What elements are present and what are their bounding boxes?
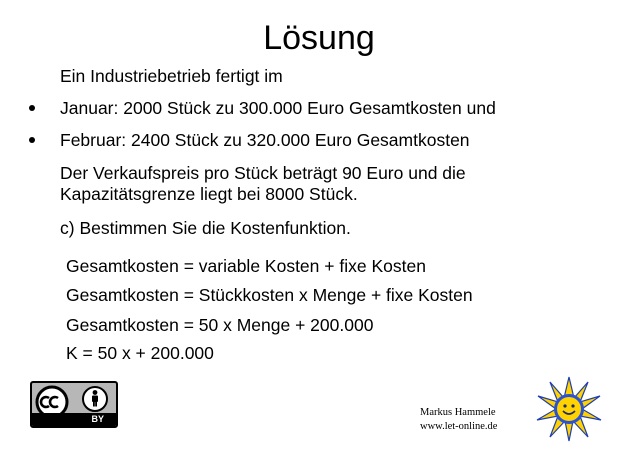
task-text: c) Bestimmen Sie die Kostenfunktion. <box>60 218 351 238</box>
solution-line-2: Gesamtkosten = Stückkosten x Menge + fixe Kosten <box>66 285 473 305</box>
paragraph-line-1: Der Verkaufspreis pro Stück beträgt 90 Euro und die <box>60 163 466 183</box>
solution-line-3: Gesamtkosten = 50 x Menge + 200.000 <box>66 315 374 335</box>
bullet-dot <box>29 137 35 143</box>
sun-logo-icon <box>536 376 602 442</box>
author-website: www.let-online.de <box>420 421 498 432</box>
bullet-january: Januar: 2000 Stück zu 300.000 Euro Gesamtkosten und <box>60 98 496 118</box>
license-by-label: BY <box>91 414 104 424</box>
author-info <box>420 406 497 434</box>
cc-by-license-badge <box>30 381 118 428</box>
author-name: Markus Hammele <box>420 407 496 418</box>
bullet-dot <box>29 105 35 111</box>
paragraph-line-2: Kapazitätsgrenze liegt bei 8000 Stück. <box>60 184 358 204</box>
solution-line-1: Gesamtkosten = variable Kosten + fixe Kosten <box>66 256 426 276</box>
attribution-person-icon <box>80 384 110 414</box>
bullet-february: Februar: 2400 Stück zu 320.000 Euro Gesamtkosten <box>60 130 470 150</box>
slide-title: Lösung <box>263 19 375 57</box>
solution-line-4: K = 50 x + 200.000 <box>66 343 214 363</box>
intro-text: Ein Industriebetrieb fertigt im <box>60 66 283 86</box>
